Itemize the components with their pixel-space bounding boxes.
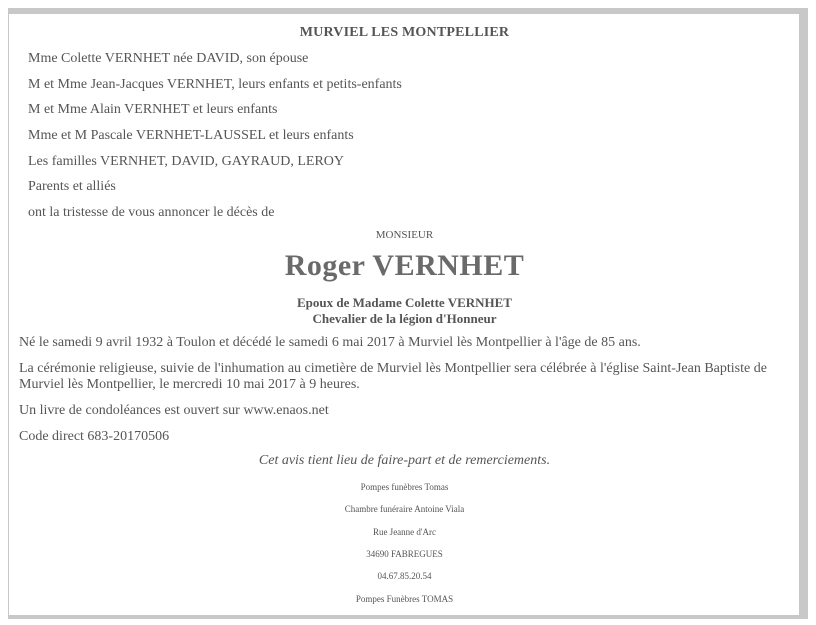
family-line-relatives: Parents et alliés (28, 179, 116, 194)
deceased-title: MONSIEUR (375, 229, 434, 241)
funeral-chamber: Chambre funéraire Antoine Viala (344, 504, 465, 514)
deceased-name: Roger VERNHET (284, 249, 525, 282)
town-heading: MURVIEL LES MONTPELLIER (299, 25, 510, 40)
obituary-notice (8, 14, 799, 616)
family-line-children-1: M et Mme Jean-Jacques VERNHET, leurs enfants et petits-enfants (28, 77, 402, 92)
family-line-children-3: Mme et M Pascale VERNHET-LAUSSEL et leurs enfants (28, 128, 354, 143)
honor-legion: Chevalier de la légion d'Honneur (312, 311, 497, 326)
funeral-phone: 04.67.85.20.54 (377, 571, 432, 581)
funeral-home-name: Pompes funèbres Tomas (360, 482, 449, 492)
honor-spouse: Epoux de Madame Colette VERNHET (297, 295, 512, 310)
funeral-signature: Pompes Funèbres TOMAS (355, 594, 454, 604)
family-line-children-2: M et Mme Alain VERNHET et leurs enfants (28, 102, 278, 117)
paragraph-code: Code direct 683-20170506 (19, 429, 170, 444)
family-line-spouse: Mme Colette VERNHET née DAVID, son épouse (28, 51, 309, 66)
closing-note: Cet avis tient lieu de faire-part et de remerciements. (258, 453, 551, 468)
paragraph-birth-death: Né le samedi 9 avril 1932 à Toulon et décédé le samedi 6 mai 2017 à Murviel lès Montpellier à l'âge de 85 ans. (19, 335, 641, 350)
funeral-city: 34690 FABREGUES (366, 549, 443, 559)
family-line-announcement: ont la tristesse de vous annoncer le décès de (28, 205, 275, 220)
family-line-families: Les familles VERNHET, DAVID, GAYRAUD, LEROY (28, 154, 345, 169)
paragraph-ceremony: La cérémonie religieuse, suivie de l'inhumation au cimetière de Murviel lès Montpellier sera célébrée à l'église Saint-Jean Baptiste de Murviel lès Montpellier, le mercredi 10 mai 2017 à 9 heures. (19, 361, 767, 392)
funeral-street: Rue Jeanne d'Arc (372, 527, 437, 537)
paragraph-condolences: Un livre de condoléances est ouvert sur www.enaos.net (19, 403, 329, 418)
